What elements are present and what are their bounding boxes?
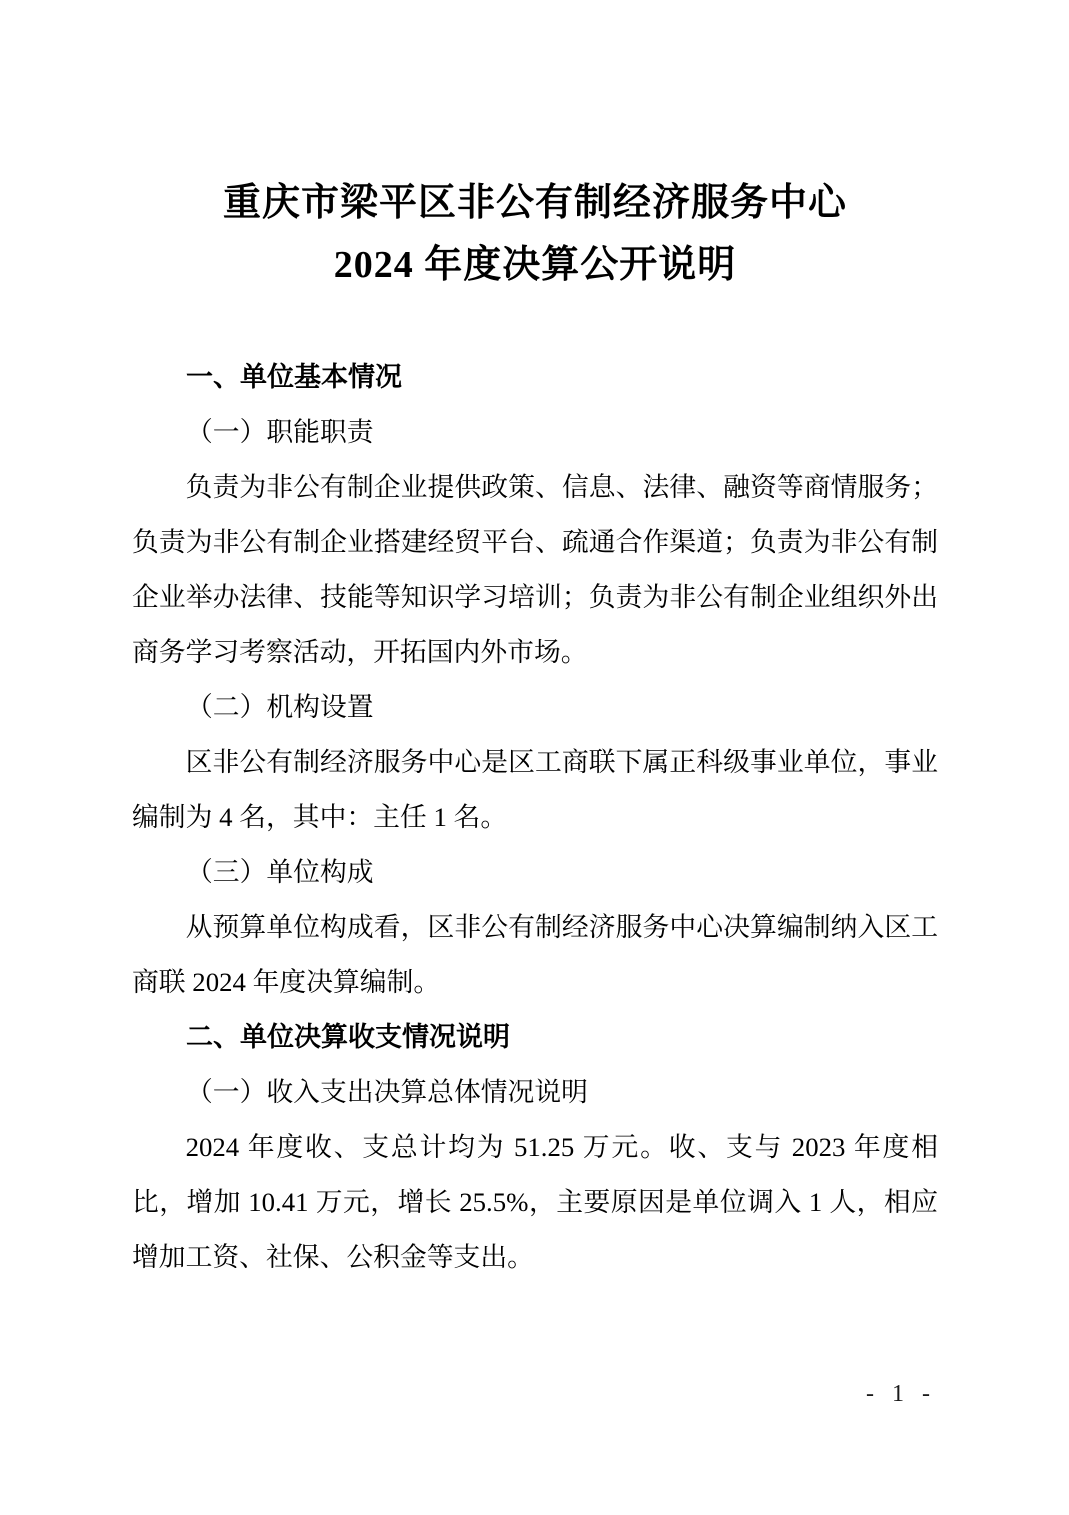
page-number: - 1 - <box>866 1381 936 1407</box>
subsection-heading-1-1: （一）职能职责 <box>186 417 374 447</box>
paragraph-duties: 负责为非公有制企业提供政策、信息、法律、融资等商情服务；负责为非公有制企业搭建经贸平台、疏通合作渠道；负责为非公有制企业举办法律、技能等知识学习培训；负责为非公有制企业组织外出商务学习考察活动，开拓国内外市场。 <box>132 472 938 667</box>
document-title-line1: 重庆市梁平区非公有制经济服务中心 <box>222 182 847 224</box>
subsection-heading-2-1: （一）收入支出决算总体情况说明 <box>186 1077 588 1107</box>
document-body <box>132 350 938 1285</box>
subsection-heading-1-2: （二）机构设置 <box>186 692 374 722</box>
section-heading-1: 一、单位基本情况 <box>186 362 402 392</box>
paragraph-composition: 从预算单位构成看，区非公有制经济服务中心决算编制纳入区工商联 2024 年度决算编制。 <box>132 912 938 997</box>
paragraph-budget-summary: 2024 年度收、支总计均为 51.25 万元。收、支与 2023 年度相比，增加 10.41 万元，增长 25.5%，主要原因是单位调入 1 人，相应增加工资、社保、公积金等支出。 <box>132 1132 938 1272</box>
section-heading-2: 二、单位决算收支情况说明 <box>186 1022 510 1052</box>
subsection-heading-1-3: （三）单位构成 <box>186 857 374 887</box>
paragraph-organization: 区非公有制经济服务中心是区工商联下属正科级事业单位，事业编制为 4 名，其中：主任 1 名。 <box>132 747 938 832</box>
document-title-line2: 2024 年度决算公开说明 <box>333 244 737 286</box>
document-title <box>132 172 938 296</box>
